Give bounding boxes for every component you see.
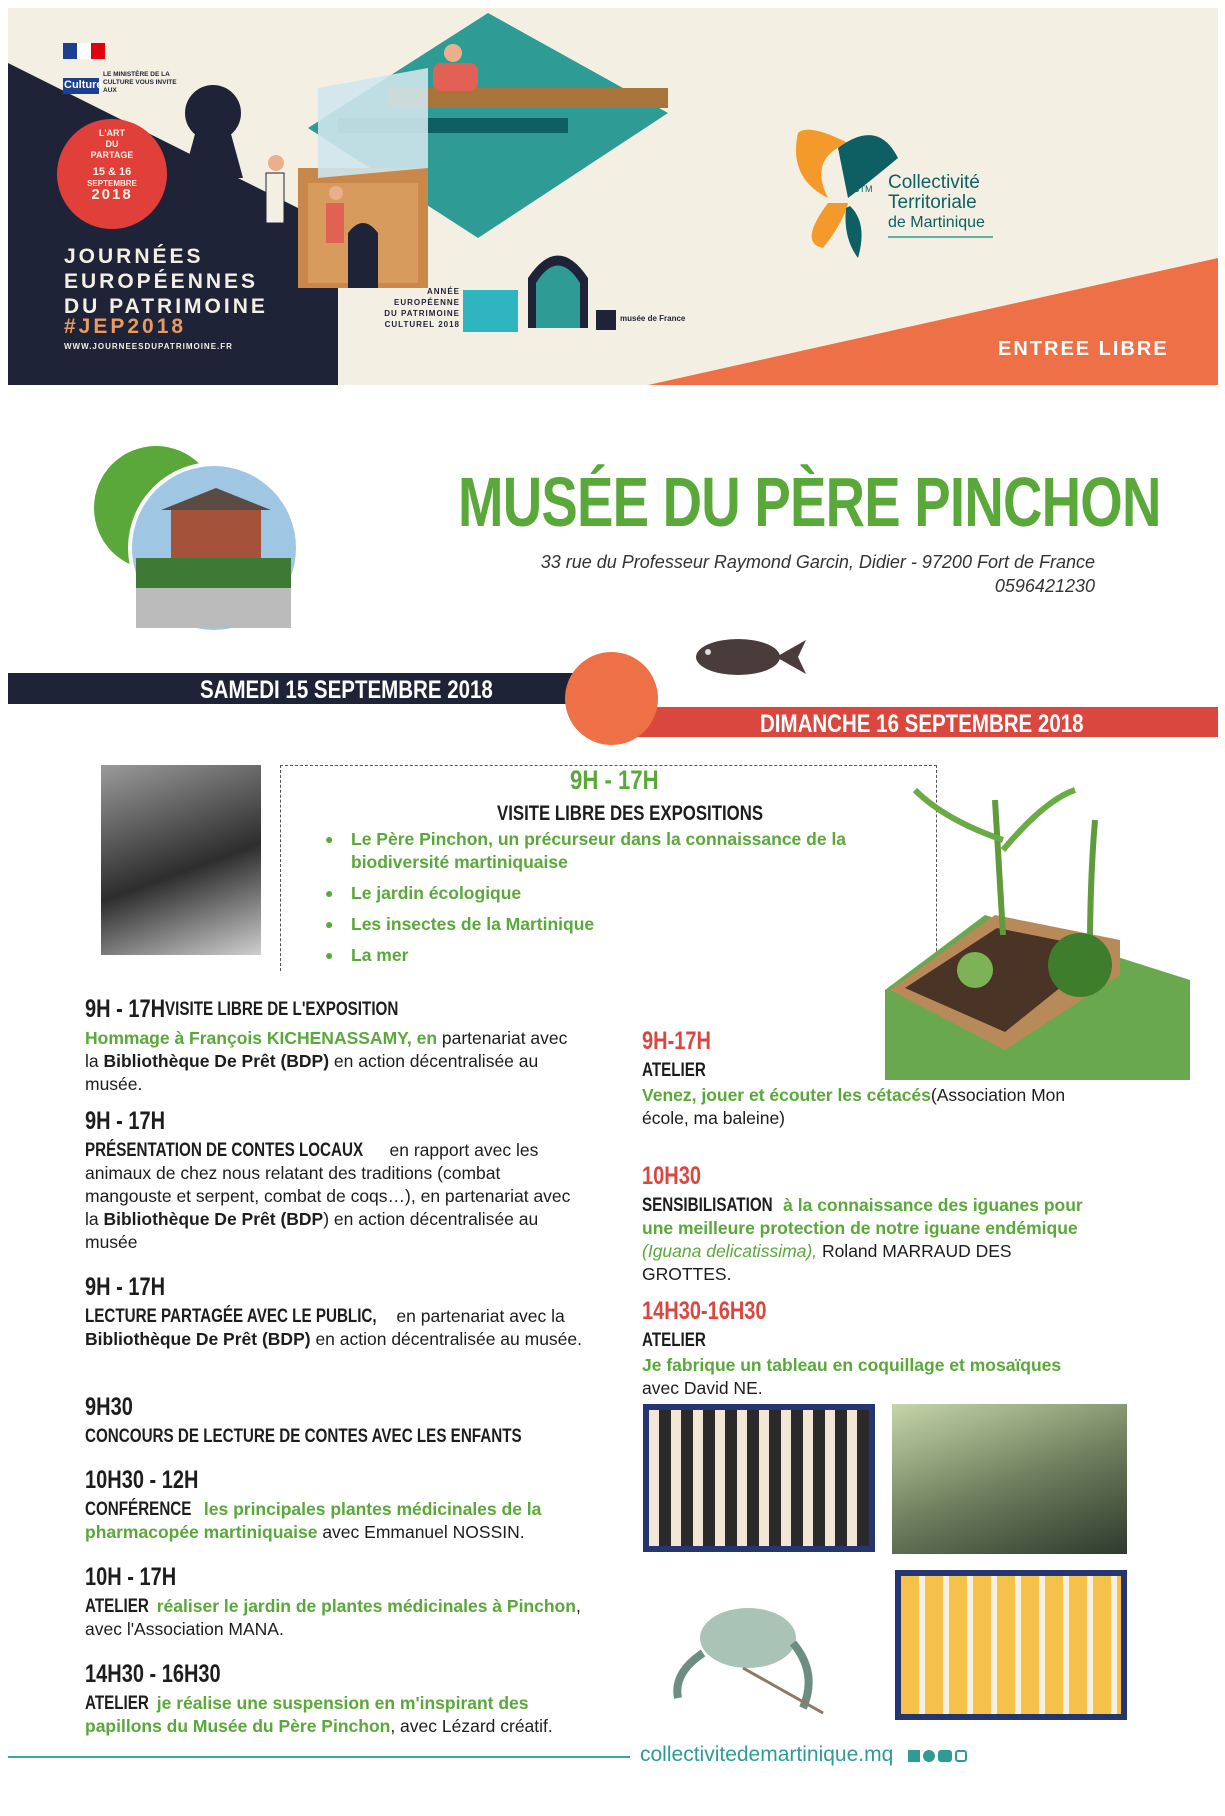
iguana-image — [892, 1404, 1127, 1554]
header-banner — [8, 8, 1218, 385]
right-event-1: 9H-17H ATELIER Venez, jouer et écouter les cétacés(Association Mon école, ma baleine) — [642, 1027, 1066, 1128]
banner-artwork — [8, 8, 1218, 385]
instagram-icon[interactable] — [955, 1750, 967, 1762]
box-title: VISITE LIBRE DES EXPOSITIONS — [497, 802, 764, 825]
list-item: ● Les insectes de la Martinique — [325, 913, 885, 936]
left-event-3: 9H - 17H LECTURE PARTAGÉE AVEC LE PUBLIC, en partenariat avec la Bibliothèque De Prêt (BDP) en action décentralisée au musée. — [85, 1273, 582, 1349]
right-event-3: 14H30-16H30 ATELIER Je fabrique un tableau en coquillage et mosaïques avec David NE. — [642, 1297, 1062, 1398]
left-event-6: 10H - 17H ATELIER réaliser le jardin de plantes médicinales à Pinchon, avec l'Association MANA. — [85, 1563, 581, 1639]
ctm-short: CTM — [853, 184, 873, 194]
hashtag: #JEP2018 — [64, 315, 187, 338]
social-icons — [908, 1750, 967, 1762]
youtube-icon[interactable] — [938, 1750, 952, 1762]
event-time: 10H30 — [642, 1162, 701, 1190]
museum-title: MUSÉE DU PÈRE PINCHON — [458, 463, 1161, 541]
fish-image — [688, 632, 808, 682]
event-time: 10H - 17H — [85, 1563, 177, 1591]
box-time: 9H - 17H — [570, 765, 659, 795]
footer-line — [8, 1756, 630, 1758]
left-event-4 — [85, 1393, 585, 1448]
event-time: 10H30 - 12H — [85, 1466, 199, 1494]
ministry-label: LE MINISTÈRE DE LA CULTURE VOUS INVITE AUX — [103, 71, 177, 94]
event-time: 9H - 17H — [85, 1273, 166, 1301]
butterfly-case-image — [643, 1404, 875, 1552]
art-du-partage-badge: L'ART DU PARTAGE 15 & 16 SEPTEMBRE 2018 — [87, 128, 137, 203]
list-item: ● La mer — [325, 944, 885, 967]
event-head: VISITE LIBRE DE L'EXPOSITION — [165, 999, 399, 1020]
ctm-logo-text: Collectivité Territoriale de Martinique — [888, 172, 985, 231]
event-time: 9H - 17H — [85, 995, 166, 1023]
orange-circle — [565, 652, 658, 745]
jep-title: JOURNÉES EUROPÉENNES DU PATRIMOINE — [64, 245, 268, 318]
museum-photo — [86, 438, 326, 638]
pinchon-photo — [101, 765, 261, 955]
left-event-1: 9H - 17H VISITE LIBRE DE L'EXPOSITION Hommage à François KICHENASSAMY, en partenariat avec la Bibliothèque De Prêt (BDP) en action décentralisée au musée. — [85, 995, 568, 1094]
facebook-icon[interactable] — [908, 1750, 920, 1762]
list-item: ● Le Père Pinchon, un précurseur dans la connaissance de la biodiversité martiniquaise — [325, 828, 885, 874]
sunday-label: DIMANCHE 16 SEPTEMBRE 2018 — [760, 710, 1084, 738]
museum-address: 33 rue du Professeur Raymond Garcin, Didier - 97200 Fort de France — [540, 552, 1095, 572]
event-head: ATELIER — [642, 1330, 706, 1351]
event-time: 14H30-16H30 — [642, 1297, 767, 1325]
right-event-2: 10H30 SENSIBILISATION à la connaissance des iguanes pour une meilleure protection de notre iguane endémique (Iguana delicatissima), Roland MARRAUD DES GROTTES. — [642, 1162, 1083, 1284]
exhibitions-list — [325, 828, 885, 975]
crab-image — [663, 1583, 838, 1718]
annee-europeenne-label: ANNÉE EUROPÉENNE DU PATRIMOINE CULTUREL 2018 — [384, 287, 460, 329]
culture-badge: Culture — [64, 79, 103, 91]
saturday-label: SAMEDI 15 SEPTEMBRE 2018 — [200, 676, 493, 704]
event-time: 14H30 - 16H30 — [85, 1660, 221, 1688]
footer-website[interactable]: collectivitedemartinique.mq — [640, 1743, 894, 1766]
twitter-icon[interactable] — [923, 1750, 935, 1762]
museum-phone: 0596421230 — [994, 576, 1095, 596]
website: WWW.JOURNEESDUPATRIMOINE.FR — [64, 342, 233, 351]
left-event-7: 14H30 - 16H30 ATELIER je réalise une suspension en m'inspirant des papillons du Musée du Père Pinchon, avec Lézard créatif. — [85, 1660, 553, 1736]
event-head: ATELIER — [642, 1060, 706, 1081]
left-event-5: 10H30 - 12H CONFÉRENCE les principales plantes médicinales de la pharmacopée martiniquaise avec Emmanuel NOSSIN. — [85, 1466, 542, 1542]
event-time: 9H - 17H — [85, 1107, 166, 1135]
left-event-2: 9H - 17H PRÉSENTATION DE CONTES LOCAUX en rapport avec les animaux de chez nous relatant des traditions (combat mangouste et serpent, combat de coqs…), en partenariat avec la Bibliothèque De Prêt (BDP) en action décentralisée au musée — [85, 1107, 571, 1252]
musee-de-france-label: musée de France — [620, 314, 686, 323]
entree-libre: ENTREE LIBRE — [998, 338, 1169, 360]
event-time: 9H30 — [85, 1393, 133, 1421]
list-item: ● Le jardin écologique — [325, 882, 885, 905]
yellow-butterflies-image — [895, 1570, 1127, 1720]
event-head: CONCOURS DE LECTURE DE CONTES AVEC LES ENFANTS — [85, 1426, 522, 1447]
event-time: 9H-17H — [642, 1027, 711, 1055]
